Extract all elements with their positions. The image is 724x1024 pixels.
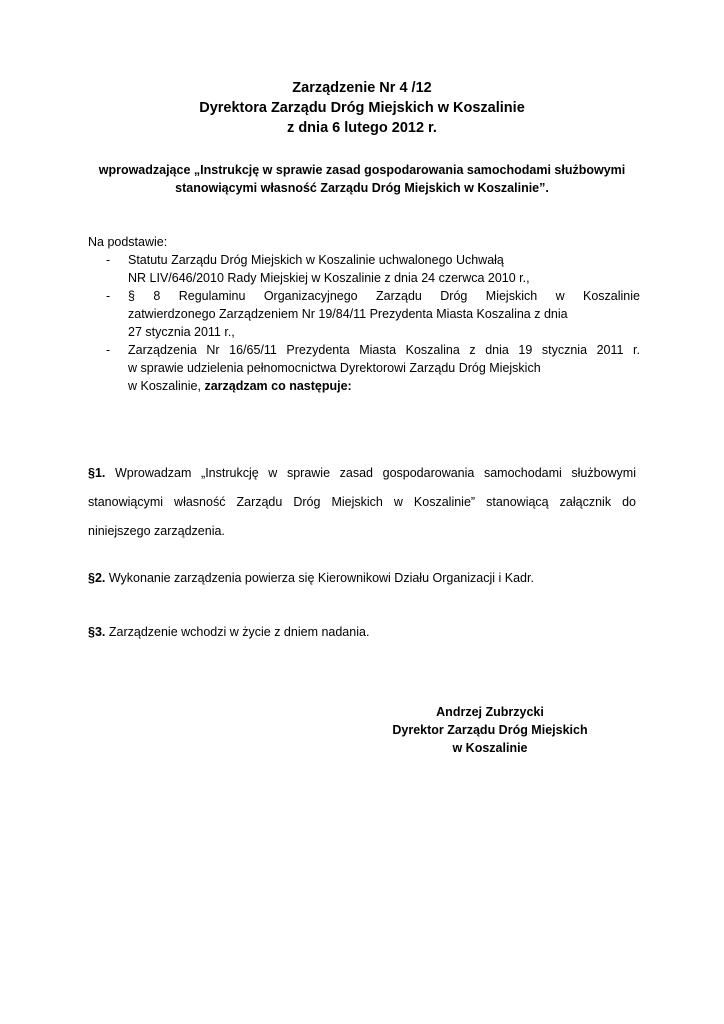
section-3: [88, 623, 636, 641]
basis-item-2-line-2: zatwierdzonego Zarządzeniem Nr 19/84/11 Prezydenta Miasta Koszalina z dnia: [128, 307, 568, 321]
title-line-2: Dyrektora Zarządu Dróg Miejskich w Koszalinie: [199, 100, 525, 116]
section-1-line-2: stanowiącymi własność Zarządu Dróg Miejskich w Koszalinie” stanowiącą załącznik do: [88, 495, 636, 509]
section-2-text: Wykonanie zarządzenia powierza się Kierownikowi Działu Organizacji i Kadr.: [105, 571, 534, 585]
legal-basis-label: Na podstawie:: [88, 235, 168, 249]
basis-item-3-plain: w Koszalinie,: [128, 379, 205, 393]
section-1-line-3: niniejszego zarządzenia.: [88, 524, 225, 538]
legal-basis-item-3: [88, 341, 640, 395]
section-1-line-1: [88, 459, 636, 488]
intro-paragraph: [70, 161, 654, 197]
basis-item-3-line-3: [128, 377, 640, 395]
list-dash: -: [106, 253, 111, 267]
intro-line-2: stanowiącymi własność Zarządu Dróg Miejskich w Koszalinie”.: [175, 181, 549, 195]
section-1-mark: §1.: [88, 466, 106, 480]
basis-item-1-line-1: Statutu Zarządu Dróg Miejskich w Koszalinie uchwalonego Uchwałą: [128, 253, 504, 267]
basis-item-2-line-3: 27 stycznia 2011 r.,: [128, 325, 235, 339]
section-3-text: Zarządzenie wchodzi w życie z dniem nadania.: [105, 625, 370, 639]
signature-name: Andrzej Zubrzycki: [436, 705, 544, 719]
section-2-mark: §2.: [88, 571, 106, 585]
legal-basis-item-1: [88, 251, 640, 287]
list-dash: -: [106, 289, 111, 303]
section-3-mark: §3.: [88, 625, 106, 639]
intro-line-1: wprowadzające „Instrukcję w sprawie zasad gospodarowania samochodami służbowymi: [98, 163, 626, 177]
legal-basis: [88, 233, 640, 395]
signature-title: Dyrektor Zarządu Dróg Miejskich: [392, 723, 588, 737]
basis-item-1-line-2: NR LIV/646/2010 Rady Miejskiej w Koszalinie z dnia 24 czerwca 2010 r.,: [128, 271, 530, 285]
title-line-1: Zarządzenie Nr 4 /12: [292, 80, 432, 96]
document-title: [0, 78, 724, 138]
title-line-3: z dnia 6 lutego 2012 r.: [287, 120, 437, 136]
section-2: [88, 569, 636, 587]
decision-phrase: zarządzam co następuje:: [204, 379, 352, 393]
signature-place: w Koszalinie: [452, 741, 528, 755]
basis-item-3-line-1: Zarządzenia Nr 16/65/11 Prezydenta Miasta Koszalina z dnia 19 stycznia 2011 r.: [128, 343, 640, 357]
signature-block: [380, 703, 600, 757]
section-1-text-1: Wprowadzam „Instrukcję w sprawie zasad gospodarowania samochodami służbowymi: [105, 466, 636, 480]
section-1: [88, 459, 636, 546]
list-dash: -: [106, 343, 111, 357]
legal-basis-item-2: [88, 287, 640, 341]
basis-item-2-line-1: § 8 Regulaminu Organizacyjnego Zarządu Dróg Miejskich w Koszalinie: [128, 289, 640, 303]
basis-item-3-line-2: w sprawie udzielenia pełnomocnictwa Dyrektorowi Zarządu Dróg Miejskich: [128, 361, 541, 375]
